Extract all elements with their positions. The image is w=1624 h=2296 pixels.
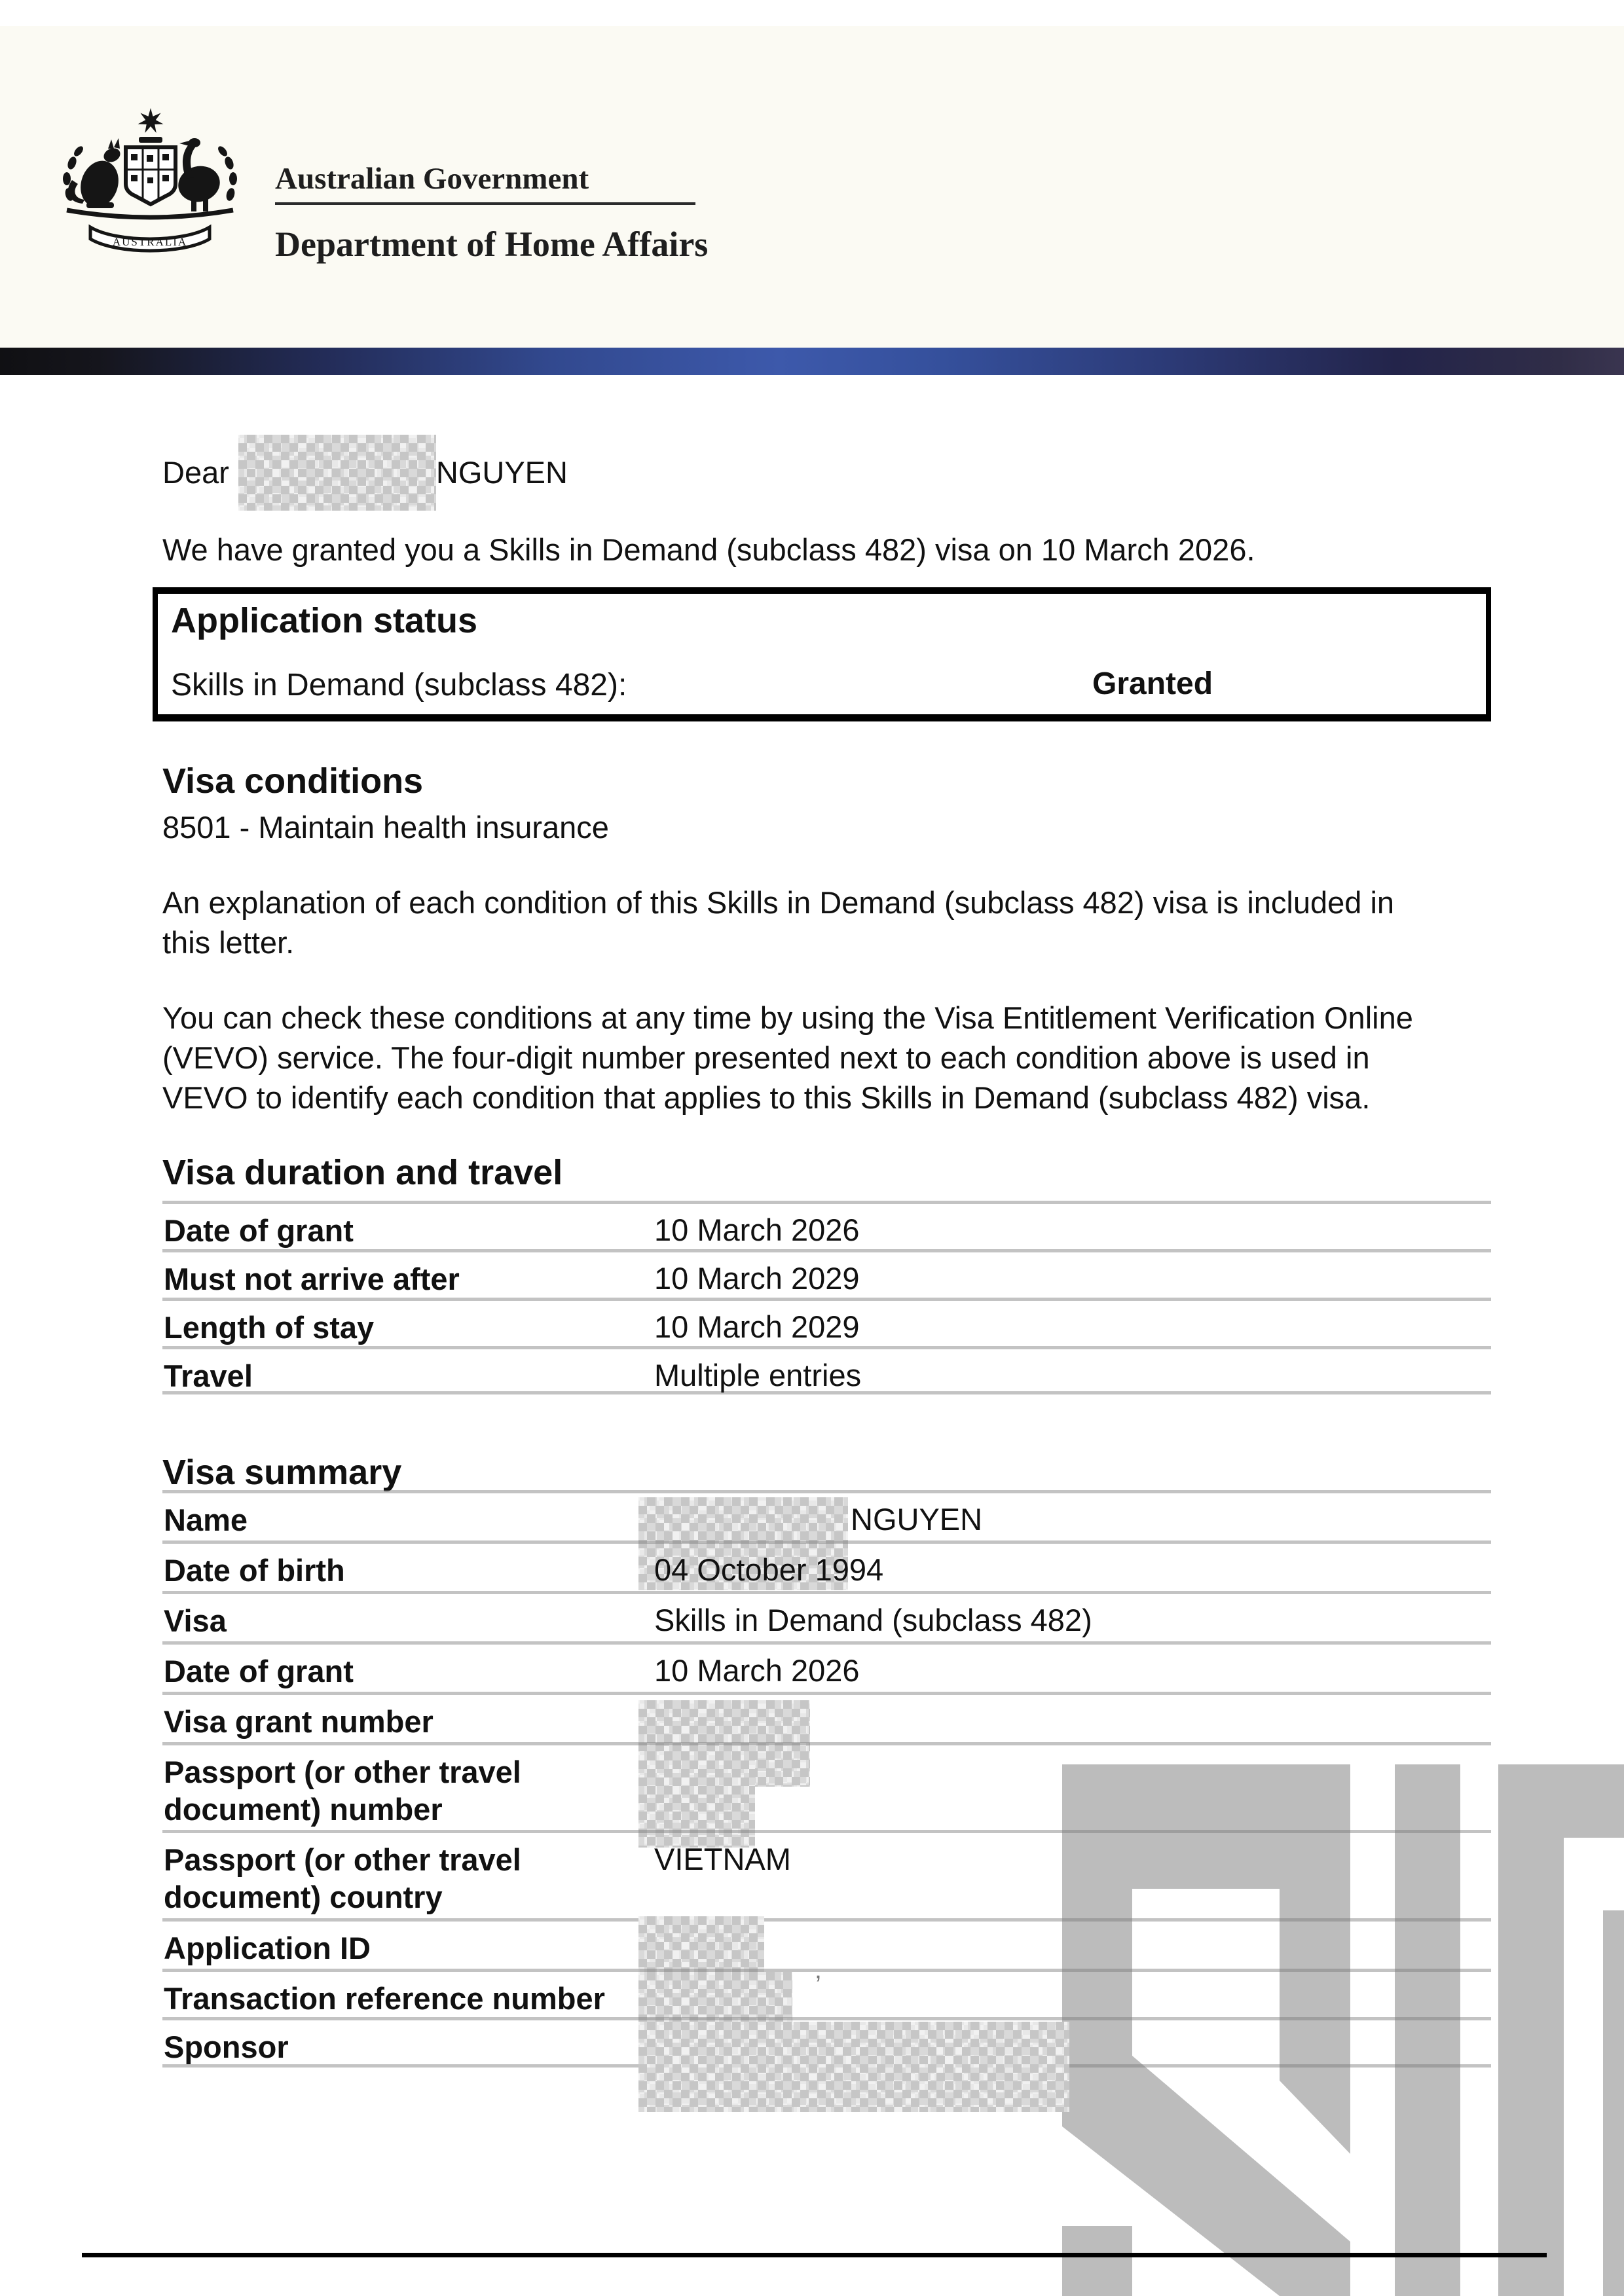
conditions-paragraph-1 bbox=[162, 883, 1394, 962]
conditions-paragraph-2 bbox=[162, 998, 1413, 1118]
table-row-sponsor bbox=[162, 2017, 1491, 2068]
row-label: Date of grant bbox=[164, 1654, 354, 1688]
status-item-value: Granted bbox=[1092, 666, 1213, 701]
row-label: Visa bbox=[164, 1603, 227, 1638]
row-label: Date of grant bbox=[164, 1213, 354, 1248]
row-label: Transaction reference number bbox=[164, 1981, 605, 2016]
row-value: NGUYEN bbox=[851, 1502, 983, 1537]
visa-conditions-heading: Visa conditions bbox=[162, 761, 424, 801]
row-value: Skills in Demand (subclass 482) bbox=[654, 1603, 1092, 1637]
paragraph-line: (VEVO) service. The four-digit number presented next to each condition above is used in bbox=[162, 1040, 1370, 1075]
table-row-visa bbox=[162, 1591, 1491, 1641]
greeting-surname: NGUYEN bbox=[435, 455, 568, 490]
row-value: 10 March 2029 bbox=[654, 1309, 860, 1344]
paragraph-line: this letter. bbox=[162, 925, 295, 960]
table-row bbox=[162, 1249, 1491, 1298]
table-row-date-of-grant bbox=[162, 1641, 1491, 1692]
row-label: Passport (or other travel document) country bbox=[164, 1842, 521, 1914]
stray-scan-mark: ’ bbox=[815, 1971, 821, 1999]
table-row-passport-country bbox=[162, 1830, 1491, 1918]
visa-summary-table bbox=[162, 1490, 1491, 2068]
visa-duration-table bbox=[162, 1201, 1491, 1394]
table-row bbox=[162, 1346, 1491, 1394]
row-label: Application ID bbox=[164, 1931, 371, 1965]
redacted-given-name-block bbox=[238, 435, 436, 511]
row-value: 10 March 2026 bbox=[654, 1212, 860, 1247]
row-label: Length of stay bbox=[164, 1310, 375, 1345]
department-name: Department of Home Affairs bbox=[275, 225, 709, 264]
letterhead-background bbox=[0, 26, 1624, 348]
paragraph-line: VEVO to identify each condition that applies to this Skills in Demand (subclass 482) visa. bbox=[162, 1080, 1371, 1115]
footer-rule bbox=[82, 2253, 1547, 2257]
visa-duration-heading: Visa duration and travel bbox=[162, 1153, 563, 1192]
status-item-label: Skills in Demand (subclass 482): bbox=[171, 668, 627, 702]
table-row-visa-grant-number bbox=[162, 1692, 1491, 1742]
redacted-sponsor-block bbox=[638, 2022, 1069, 2112]
table-row-name bbox=[162, 1490, 1491, 1540]
row-value: VIETNAM bbox=[654, 1842, 791, 1876]
row-label: Must not arrive after bbox=[164, 1262, 460, 1296]
greeting-line bbox=[162, 435, 568, 511]
row-label: Sponsor bbox=[164, 2030, 289, 2064]
table-row-passport-number bbox=[162, 1742, 1491, 1830]
greeting-prefix: Dear bbox=[162, 455, 229, 490]
paragraph-line: You can check these conditions at any time by using the Visa Entitlement Verification Online bbox=[162, 1000, 1413, 1035]
application-status-box bbox=[153, 587, 1491, 721]
row-label: Passport (or other travel document) number bbox=[164, 1755, 521, 1827]
status-box-title: Application status bbox=[171, 601, 478, 640]
agency-name: Australian Government bbox=[275, 162, 589, 196]
brand-gradient-bar bbox=[0, 348, 1624, 375]
table-row-transaction-reference bbox=[162, 1969, 1491, 2017]
row-value: 10 March 2026 bbox=[654, 1653, 860, 1688]
row-label: Travel bbox=[164, 1358, 253, 1393]
crest-banner-text: AUSTRALIA bbox=[112, 236, 188, 248]
row-value: 10 March 2029 bbox=[654, 1261, 860, 1296]
grant-intro-text: We have granted you a Skills in Demand (subclass 482) visa on 10 March 2026. bbox=[162, 532, 1255, 567]
row-label: Name bbox=[164, 1503, 248, 1537]
table-row-application-id bbox=[162, 1918, 1491, 1969]
condition-8501: 8501 - Maintain health insurance bbox=[162, 810, 609, 845]
row-value: 04 October 1994 bbox=[654, 1552, 884, 1587]
australian-coat-of-arms-icon bbox=[56, 107, 244, 261]
paragraph-line: An explanation of each condition of this Skills in Demand (subclass 482) visa is included in bbox=[162, 885, 1395, 920]
row-value: Multiple entries bbox=[654, 1358, 862, 1393]
table-row bbox=[162, 1201, 1491, 1249]
table-row-date-of-birth bbox=[162, 1540, 1491, 1591]
header-divider bbox=[275, 202, 695, 205]
table-row bbox=[162, 1298, 1491, 1346]
row-label: Date of birth bbox=[164, 1553, 345, 1588]
row-label: Visa grant number bbox=[164, 1704, 434, 1739]
visa-summary-heading: Visa summary bbox=[162, 1453, 402, 1492]
